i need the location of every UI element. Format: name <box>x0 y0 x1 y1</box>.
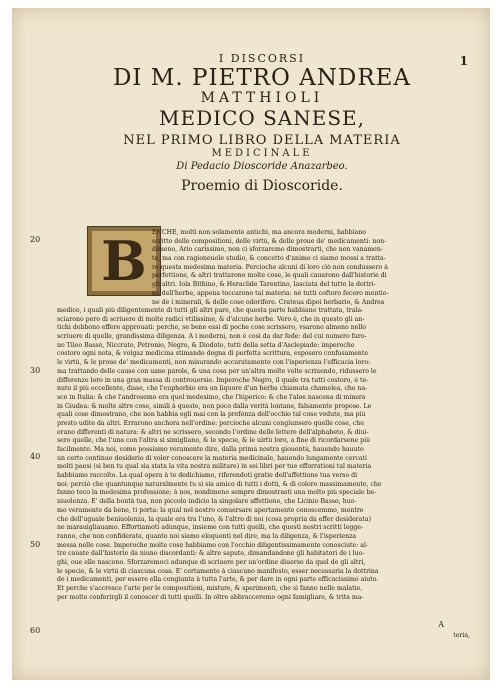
text-line: ranno, che non confiderate, quanto noi siamo eloquenti nel dire, ma la diligenza, & l'isperienza <box>57 532 357 540</box>
text-line: le virtù, & le proue de' medicamenti, non misurando accuratamente con l'isperienza l'efficacia loro: <box>57 359 371 367</box>
text-line: re questa medesima materia. Percioche alcuni di loro ciò non condussero à <box>152 263 388 271</box>
text-line: te, ma con ragioneuole studio, & concetto d'animo ci siamo mossi a tratta- <box>152 255 386 263</box>
initial-letter: B <box>101 229 147 293</box>
text-line: medico, i quali più diligentemente di tutti gli altri pare, che questa parte habbiano trattata, trala- <box>57 307 364 314</box>
text-line: no Tileo Bassò, Niccrato, Petronio, Negro, & Diodoto, tutti della setta d'Asclepiade: imperoche <box>57 341 355 349</box>
text-line: ne marauigliauamo. Effortiamoti adunque, insieme con tutti quelli, che questi nostri scritti legge- <box>57 524 364 532</box>
subtitle: Di Pedacio Dioscoride Anazarbeo. <box>176 161 348 172</box>
text-line: sciarono pero di scriuere di molte radici vtilissime, & d'alcune herbe. Vero è, che in questo gli an- <box>57 315 365 323</box>
text-line: dimeno, Ario carissimo, non ci sforzaremo dimostrarti, che non vanamen- <box>152 246 383 254</box>
text-line: che dell'uguale beniuolenza, la quale era tra l'uno, & l'altro di noi (cosa propria da effer desiderata) <box>57 515 372 523</box>
title-line-2: DI M. PIETRO ANDREA <box>112 65 412 91</box>
text-line: un certo continuo desiderio di voler conoscere la materia medicinale, hauendo lungamente cercati <box>57 454 367 462</box>
text-line: ghi, oue elle nascono. Sforzaremoci adunque di scriuere per un'ordine diuerso da quel de gli altri, <box>57 558 366 566</box>
text-line: scritto delle compositioni, delle virtù, & delle proue de' medicamenti: non- <box>152 237 387 245</box>
margin-line-number: 30 <box>30 366 41 375</box>
margin-line-number: 50 <box>30 540 41 549</box>
signature-mark: A <box>438 620 444 629</box>
text-line: molti paesi (sì ben tu qual sia stata la vita nostra militare) in sei libri per tue efforrationi tal materia <box>57 463 372 471</box>
text-line: presto udite da altri. Errarono anchora nell'ordine: percioche alcuni congiunsero quelle cose, che <box>57 419 364 427</box>
text-line: messa nelle cose. Imperoche molte cose habbiamo con l'occhio diligentissimamente conosciute: al- <box>57 541 369 549</box>
text-line: differenze loro in una gran massa di controuersie. Imperoche Negro, il quale tra tutti costoro, è te- <box>57 376 369 384</box>
text-line: de i medicamenti, per essere ella congiunta à tutta l'arte, & per dare in ogni parte efficacissimo aiuto. <box>57 576 379 584</box>
text-line: niuolenza. E' della bontà tua, non piccolo indicio la singolare affettione, che Licinio Basso, huo- <box>57 498 357 506</box>
text-line: perfettione, & altri trattarono molte cose, le quali cauarono dall'historie di <box>152 272 387 280</box>
text-line: in Giudea: & molte altre cose, simili à queste, non poco dalla verità lontane, falsamente propose. Le <box>57 402 372 410</box>
text-line: sce in Italia: & che l'androsemo era quel medesimo, che l'hiperico: & che l'aloe nascena di minera <box>57 393 366 401</box>
text-line: ma trattando delle cause con uane parole, & una cosa per un'altra molte volte scriuendo, ridussero le <box>57 367 377 375</box>
text-line: gli altri. Iola Bithino, & Heraclide Tarentino, lasciata del tutto la dottri- <box>152 281 376 289</box>
text-line: Et perche s'accresce l'arte per le compositioni, misture, & sperimenti, che si fanno nelle malatie, <box>57 585 363 592</box>
title-line-5: NEL PRIMO LIBRO DELLA MATERIA <box>123 133 401 148</box>
body-text-top <box>152 229 472 307</box>
title-line-1: I DISCORSI <box>218 52 306 65</box>
book-page <box>12 8 490 680</box>
text-line: tre cauate dall'historie da niuno discordanti: & altre sapute, dimandandone gli habitatori de i luo- <box>57 550 365 558</box>
margin-line-number: 20 <box>30 235 41 244</box>
text-line: le specie, & le virtù di ciascuna cosa. E' certamente à ciascuno manifesto, esser necessaria la dottrina <box>57 567 379 575</box>
text-line: nuto il più eccellente, disse, che l'euphorbio era un liquore d'un herba chiamata chamelea, che na- <box>57 385 368 393</box>
page-number: 1 <box>459 54 468 68</box>
margin-line-number: 40 <box>30 452 41 461</box>
catchword: teria, <box>453 632 470 639</box>
text-line: ne de i minerali, & delle cose odorifere. Crateua dipoi herbario, & Andrea <box>152 298 385 306</box>
text-line: per molto conferirgli il conoscer di tutti quelli. In oltre abbracceremo ogni famigliare, & trita ma- <box>57 593 364 601</box>
text-line: ENCHE, molti non solamente antichi, ma ancora moderni, habbiano <box>152 229 366 236</box>
section-heading: Proemio di Dioscoride. <box>181 178 343 194</box>
text-line: noi: perciò che quantunque naturalmente tu si sia amico di tutti i dotti, & di coloro massimamente, che <box>57 480 382 488</box>
text-line: quali cose dimostrano, che non habbia egli mai con la prefenza dell'occhio tal cose vedute, ma più <box>57 411 366 419</box>
text-line: habbiamo raccolto. La qual opera à te dedichiamo, riferendoti gratie dell'affettione tua verso di <box>57 472 358 480</box>
text-line: facilmente. Ma noi, come possiamo veramente dire, dalla prima nostra giouentù, hauendo hauuto <box>57 446 364 453</box>
text-line: tichi debbono effere approuati: perche, se bene essi di poche cose scrissero, vsarono almeno nello <box>57 324 367 332</box>
text-line: fanno teco la medesima professione; à nos, nondimeno sempre dimostrasti una molto più speciale be- <box>57 489 377 497</box>
text-line: na dell'herbe, appena toccarono tal materia: nè tutti coftoro fecero mentio- <box>152 289 389 297</box>
title-line-3: MATTHIOLI <box>200 90 324 106</box>
margin-line-number: 60 <box>30 626 41 635</box>
text-line: costoro ogni nota, & volgaz medicina stimando degna di perfetta scrittura, esposero confusamente <box>57 350 368 358</box>
title-line-6: MEDICINALE <box>211 148 313 159</box>
text-line: sero quelle, che l'una con l'altra si simigliano, & le specie, & le uirtù loro, a fine di ricordarsene più <box>57 437 371 445</box>
text-line: scriuere di quelle, grandissima diligenza. A i moderni, non è cosi da dar fede: del cui numero furo- <box>57 333 367 341</box>
body-text-main <box>57 307 472 602</box>
title-block <box>52 52 472 195</box>
text-line: erano differenti di natura: & altri ne scrissero, secondo l'ordine delle lettere dell'alphabeto, & diui- <box>57 428 369 436</box>
decorated-initial <box>87 226 161 296</box>
title-line-4: MEDICO SANESE, <box>159 106 365 130</box>
text-line: mo veramente da bene, ti porta: la qual nel nostro conuersare apertamente conoscemmo, mentre <box>57 506 364 514</box>
